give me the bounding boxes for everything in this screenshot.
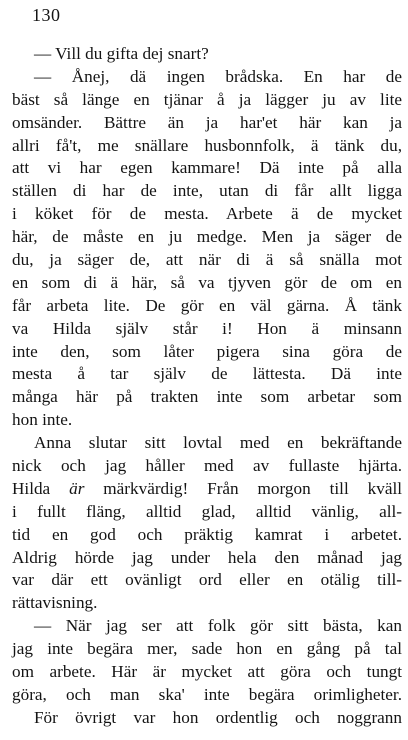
- text-line: en som di ä här, så va tjyven gör de om en: [12, 272, 402, 292]
- text-line: här, de måste en ju medge. Men ja säger de: [12, 227, 402, 247]
- text-line: ställen di har de inte, utan di får allt ligga: [12, 181, 402, 201]
- text-line: jag inte begära mer, sade hon en gång på tal: [12, 639, 402, 659]
- text-segment: märkvärdig! Från morgon till kväll: [84, 478, 402, 498]
- text-line: nick och jag håller med av fullaste hjärta.: [12, 456, 402, 476]
- text-line: va Hilda själv står i! Hon ä minsann: [12, 318, 402, 338]
- text-line: om arbete. Här är mycket att göra och tungt: [12, 662, 402, 682]
- text-line: mesta å tar själv de lättesta. Dä inte: [12, 364, 402, 384]
- text-line: får arbeta lite. De gör en väl gärna. Å tänk: [12, 295, 402, 315]
- text-line: göra, och man ska' inte begära orimligheter.: [12, 684, 402, 704]
- text-line: du, ja säger de, att när di ä så snälla mot: [12, 250, 402, 270]
- text-line: att vi har egen kammare! Dä inte på alla: [12, 158, 402, 178]
- text-line: — När jag ser att folk gör sitt bästa, kan: [34, 616, 402, 636]
- text-line: — Ånej, dä ingen brådska. En har de: [34, 66, 402, 86]
- text-line: tid en god och präktig kamrat i arbetet.: [12, 524, 402, 544]
- text-line: allri få't, me snällare husbonnfolk, ä tänk du,: [12, 135, 402, 155]
- text-line: många här på trakten inte som arbetar som: [12, 387, 402, 407]
- emphasized-word: är: [69, 478, 85, 498]
- page-number: 130: [32, 5, 61, 25]
- body-text: [12, 43, 402, 730]
- text-line: hon inte.: [12, 410, 73, 430]
- text-line: Anna slutar sitt lovtal med en bekräftande: [34, 433, 402, 453]
- text-line: Aldrig hörde jag under hela den månad jag: [12, 547, 402, 567]
- text-line: i köket för de mesta. Arbete ä de mycket: [12, 204, 402, 224]
- text-line: För övrigt var hon ordentlig och noggrann: [34, 707, 402, 727]
- text-line: [12, 478, 402, 501]
- text-line: rättavisning.: [12, 593, 98, 613]
- text-line: i fullt fläng, alltid glad, alltid vänlig, all-: [12, 501, 402, 521]
- text-line: inte den, som låter pigera sina göra de: [12, 341, 402, 361]
- text-segment: Hilda: [12, 478, 70, 498]
- text-line: var där ett ovänligt ord eller en otälig till-: [12, 570, 402, 590]
- text-line: omsänder. Bättre än ja har'et här kan ja: [12, 112, 402, 132]
- text-line: bäst så länge en tjänar å ja lägger ju av lite: [12, 89, 402, 109]
- text-line: — Vill du gifta dej snart?: [34, 44, 209, 63]
